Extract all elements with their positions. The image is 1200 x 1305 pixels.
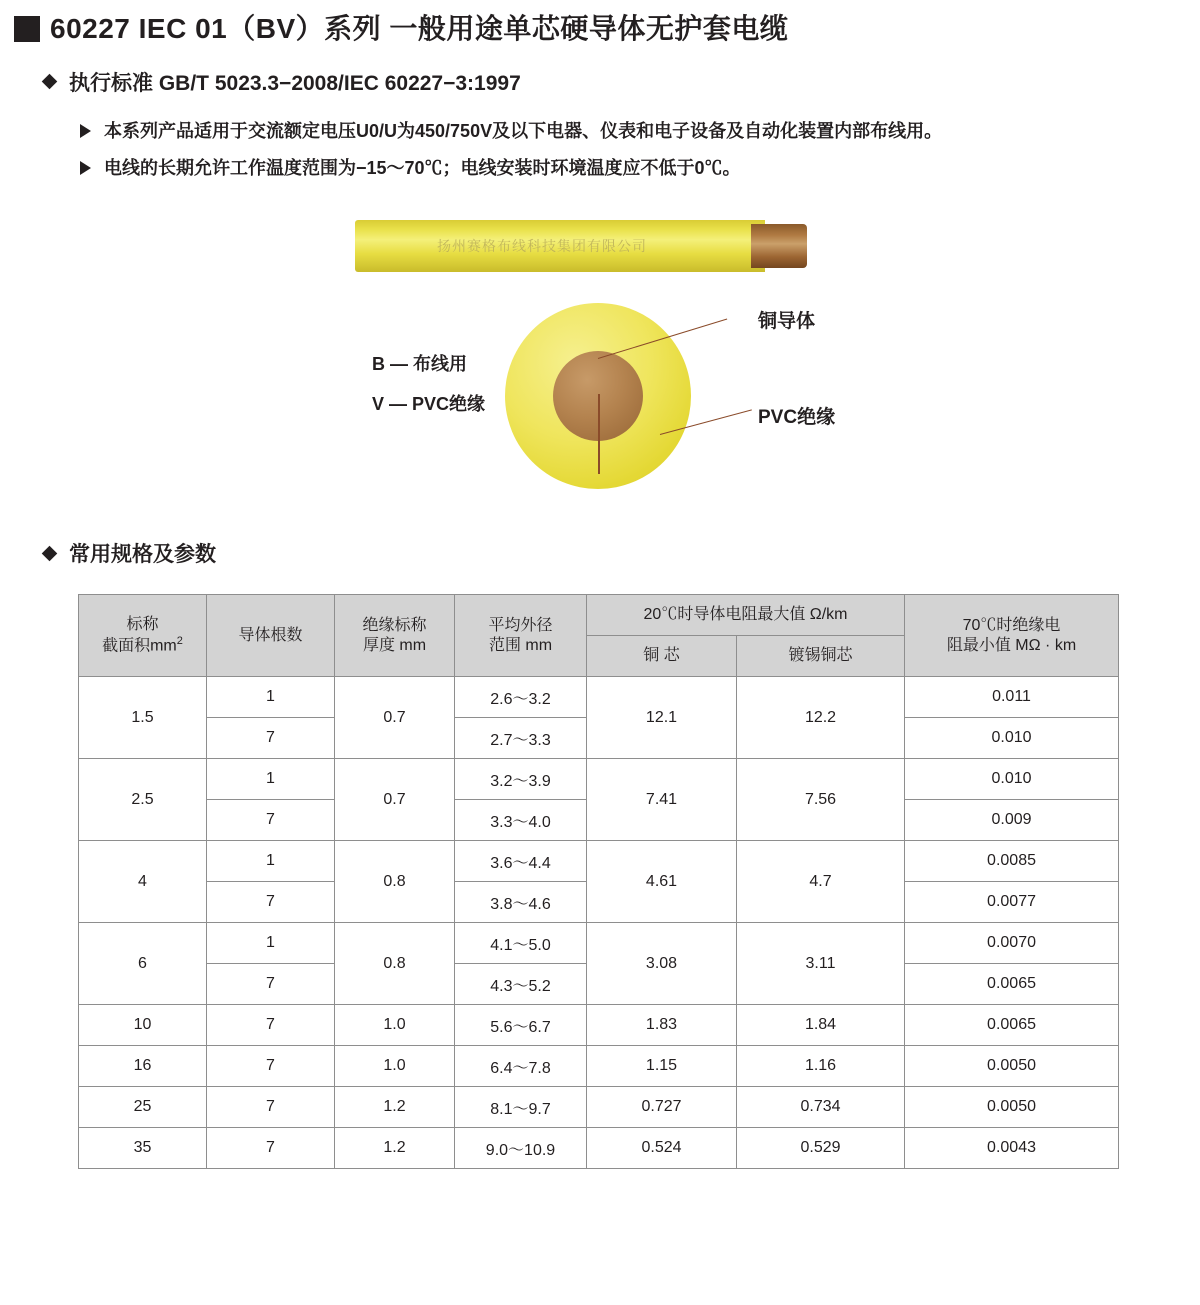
th-diameter-line2: 范围 mm [488,636,553,654]
cell-cores: 7 [207,964,335,1005]
table-row [79,1005,1119,1046]
cell-cores: 7 [207,1046,335,1087]
cell-area: 1.5 [79,677,207,759]
cell-resistance-tinned: 1.16 [737,1046,905,1087]
cell-area: 6 [79,923,207,1005]
cell-thickness: 1.2 [335,1128,455,1169]
cell-area: 25 [79,1087,207,1128]
cell-insulation-resistance: 0.010 [905,759,1119,800]
bullet-text: 电线的长期允许工作温度范围为−15～70℃；电线安装时环境温度应不低于0℃。 [104,158,741,179]
cell-resistance-tinned: 0.734 [737,1087,905,1128]
cell-cores: 1 [207,759,335,800]
title-square-icon [14,16,40,42]
cell-resistance-copper: 0.727 [587,1087,737,1128]
list-item [80,156,1200,180]
cell-area: 35 [79,1128,207,1169]
table-header-row [79,595,1119,636]
cell-area: 10 [79,1005,207,1046]
table-row [79,759,1119,800]
cell-area: 16 [79,1046,207,1087]
th-resistance-group: 20℃时导体电阻最大值 Ω/km [587,595,905,636]
th-thickness-line1: 绝缘标称 [362,616,427,634]
th-diameter [455,595,587,677]
table-row [79,1128,1119,1169]
cell-insulation-resistance: 0.0050 [905,1046,1119,1087]
cell-thickness: 0.7 [335,677,455,759]
legend-b: B — 布线用 [372,354,468,375]
cable-photo [355,220,785,272]
cell-diameter: 9.0～10.9 [455,1128,587,1169]
cell-insulation-resistance: 0.0065 [905,964,1119,1005]
cell-resistance-copper: 12.1 [587,677,737,759]
th-area-line2: 截面积$mm^2$ [102,635,183,655]
cell-diameter: 2.6～3.2 [455,677,587,718]
cell-area: 2.5 [79,759,207,841]
th-area [79,595,207,677]
cell-insulation-resistance: 0.0050 [905,1087,1119,1128]
cell-area: 4 [79,841,207,923]
th-diameter-line1: 平均外径 [488,616,553,634]
th-insulation-resistance [905,595,1119,677]
cell-insulation-resistance: 0.0043 [905,1128,1119,1169]
cell-insulation-resistance: 0.011 [905,677,1119,718]
table-row [79,841,1119,882]
th-thickness [335,595,455,677]
cell-resistance-copper: 1.15 [587,1046,737,1087]
cell-insulation-resistance: 0.0070 [905,923,1119,964]
bullet-text: 本系列产品适用于交流额定电压U0/U为450/750V及以下电器、仪表和电子设备及自动化装置内部布线用。 [104,120,943,141]
cell-cores: 1 [207,923,335,964]
leader-line-conductor [598,394,600,474]
cell-insulation-resistance: 0.0077 [905,882,1119,923]
table-row [79,1046,1119,1087]
cell-insulation-resistance: 0.010 [905,718,1119,759]
th-cores: 导体根数 [207,595,335,677]
cell-resistance-copper: 1.83 [587,1005,737,1046]
cell-diameter: 4.3～5.2 [455,964,587,1005]
th-resistance-copper: 铜 芯 [587,636,737,677]
cell-thickness: 0.7 [335,759,455,841]
cell-thickness: 0.8 [335,841,455,923]
diamond-bullet-icon [42,74,58,90]
cell-resistance-tinned: 3.11 [737,923,905,1005]
spec-section-title: 常用规格及参数 [69,543,216,567]
cell-diameter: 3.8～4.6 [455,882,587,923]
page-title: 60227 IEC 01（BV）系列 一般用途单芯硬导体无护套电缆 [50,13,789,44]
cell-resistance-copper: 7.41 [587,759,737,841]
spec-table-body [79,677,1119,1169]
cell-cores: 7 [207,882,335,923]
cell-diameter: 4.1～5.0 [455,923,587,964]
th-ins-line2: 阻最小值 MΩ · km [946,636,1077,654]
cell-insulation-resistance: 0.0065 [905,1005,1119,1046]
spec-table [78,594,1119,1169]
cell-resistance-copper: 0.524 [587,1128,737,1169]
cell-diameter: 6.4～7.8 [455,1046,587,1087]
cell-resistance-tinned: 0.529 [737,1128,905,1169]
cell-diameter: 3.3～4.0 [455,800,587,841]
page-title-row [0,0,1200,45]
legend-v: V — PVC绝缘 [372,394,486,415]
cell-cores: 7 [207,1128,335,1169]
standard-row [44,67,1200,97]
list-item [80,119,1200,143]
cell-cores: 1 [207,677,335,718]
cell-thickness: 1.0 [335,1005,455,1046]
table-row [79,677,1119,718]
label-insulation: PVC绝缘 [758,407,836,429]
cell-resistance-tinned: 4.7 [737,841,905,923]
spec-section-head [44,538,1200,568]
triangle-bullet-icon [80,161,91,175]
cell-diameter: 8.1～9.7 [455,1087,587,1128]
cable-copper-end [751,224,807,268]
standard-label: 执行标准 GB/T 5023.3−2008/IEC 60227−3:1997 [69,71,521,95]
cell-insulation-resistance: 0.009 [905,800,1119,841]
th-ins-line1: 70℃时绝缘电 [962,616,1061,634]
watermark-text: 扬州赛格布线科技集团有限公司 [437,238,647,255]
cell-thickness: 1.0 [335,1046,455,1087]
cell-resistance-tinned: 7.56 [737,759,905,841]
th-resistance-tinned: 镀锡铜芯 [737,636,905,677]
label-conductor: 铜导体 [758,311,816,333]
cell-resistance-tinned: 1.84 [737,1005,905,1046]
cell-cores: 7 [207,800,335,841]
th-area-line1: 标称 [126,616,159,634]
cell-cores: 7 [207,1087,335,1128]
cell-diameter: 3.6～4.4 [455,841,587,882]
diamond-bullet-icon [42,546,58,562]
spec-table-wrap [78,594,1118,1169]
table-row [79,923,1119,964]
cell-thickness: 1.2 [335,1087,455,1128]
triangle-bullet-icon [80,124,91,138]
th-area-sup: 2 [176,635,183,648]
cell-resistance-copper: 3.08 [587,923,737,1005]
table-row [79,1087,1119,1128]
cell-cores: 7 [207,1005,335,1046]
cell-diameter: 5.6～6.7 [455,1005,587,1046]
th-thickness-line2: 厚度 mm [362,636,427,654]
cell-cores: 7 [207,718,335,759]
cell-thickness: 0.8 [335,923,455,1005]
product-illustration [0,198,1200,528]
cell-insulation-resistance: 0.0085 [905,841,1119,882]
cell-resistance-copper: 4.61 [587,841,737,923]
bullet-list [80,119,1200,181]
cell-resistance-tinned: 12.2 [737,677,905,759]
cell-diameter: 3.2～3.9 [455,759,587,800]
cell-cores: 1 [207,841,335,882]
cell-diameter: 2.7～3.3 [455,718,587,759]
